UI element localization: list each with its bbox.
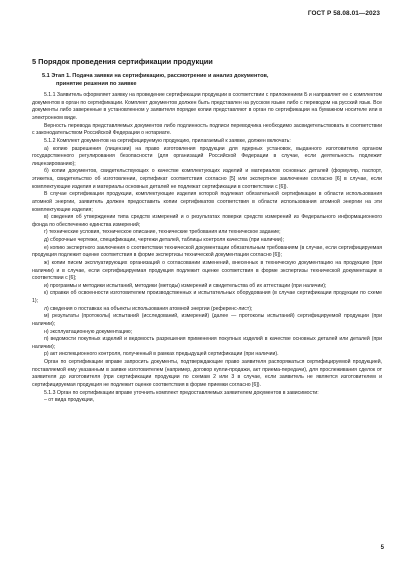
list-item: д) сборочные чертежи, спецификации, чертежи деталей, таблицы контроля качества (при наличии); <box>44 237 284 244</box>
list-item: ж) копии писем эксплуатирующих организаций о согласовании изменений, внесенных в техническую документацию на продукцию (при наличии) и в случае, если сертифицируемая продукция подлежит оценке соответствия в форме экспертизы технической документации в соответствии с [6]; <box>32 259 382 282</box>
section-title: 5 Порядок проведения сертификации продукции <box>32 57 213 66</box>
list-item: – от вида продукции, <box>44 397 95 404</box>
stage-title-line-2: принятие решения по заявке <box>56 80 137 87</box>
list-item: в) сведения об утверждении типа средств измерений и о результатах поверки средств измерений из Федерального информационного фонда по обеспечению единства измерений; <box>32 214 382 228</box>
stage-title <box>32 73 382 88</box>
list-item: а) копию разрешения (лицензии) на право изготовления продукции для ядерных установок, выданного изготовителю органом государственного регулирования безопасности (для организаций Российской Федерации в случае, если деятельность подлежит лицензированию); <box>32 145 382 167</box>
stage-title-line-1: 5.1 Этап 1. Подача заявки на сертификацию, рассмотрение и анализ документов, <box>42 73 269 79</box>
paragraph: 5.1.2 Комплект документов на сертифицируемую продукцию, прилагаемый к заявке, должен включать: <box>44 137 291 144</box>
list-item: р) акт инспекционного контроля, полученный в рамках предыдущей сертификации (при наличии). <box>44 351 279 358</box>
document-body <box>32 57 382 405</box>
paragraph: Орган по сертификации вправе запросить документы, подтверждающие право заявителя распоряжаться сертифицируемой продукцией, поставляемой ему указанным в заявке изготовителем (например, договор купли-продажи, акт приема-передачи), для прослеживания сделок от заявителя до изготовителя (при сертификации продукции по схемам 2 или 3 в случае, если заявитель не является изготовителем и сертифицируемая продукция не подлежит оценке соответствия в форме приемки согласно [6]). <box>32 359 382 388</box>
list-item: г) технические условия, техническое описание, технические требования или техническое задание; <box>44 229 281 236</box>
standard-id: ГОСТ Р 58.08.01—2023 <box>307 10 380 17</box>
paragraph: В случае сертификации продукции, комплектующие изделия которой подлежат обязательной сертификации в области использования атомной энергии, заявитель должен предоставить копии сертификатов соответствия в области использования атомной энергии на эти комплектующие изделия; <box>32 191 382 213</box>
list-item: п) ведомости покупных изделий и ведомость разрешения применения покупных изделий в качестве основных деталей или деталей (при наличии); <box>32 336 382 350</box>
paragraph: Верность перевода представляемых документов либо подлинность подписи переводчика необходимо засвидетельствовать в соответствии с законодательством Российской Федерации о нотариате. <box>32 122 382 137</box>
list-item: н) эксплуатационную документацию; <box>44 328 133 335</box>
list-item: л) сведения о поставках на объекты использования атомной энергии (референс-лист); <box>44 305 253 312</box>
page-number: 5 <box>380 545 384 551</box>
list-item: к) справки об освоенности изготовителем производственных и испытательных оборудования (в случае сертификации продукции по схеме 1); <box>32 290 382 305</box>
list-item: м) результаты (протоколы) испытаний (исследований, измерений) (далее — протоколы испытаний) сертифицируемой продукции (при наличии); <box>32 313 382 327</box>
list-item: б) копии документов, свидетельствующих о качестве комплектующих изделий и материалов основных деталей (формуляр, паспорт, этикетка, свидетельство об изготовлении, сертификат соответствия согласно [5] или экспертное заключение согласно [6] в случае, если комплектующие изделия и материалы основных деталей не подлежат сертификации в соответствии с [6]). <box>32 168 382 190</box>
paragraph: 5.1.1 Заявитель оформляет заявку на проведение сертификации продукции в соответствии с приложением Б и направляет ее с комплектом документов в орган по сертификации. Комплект документов должен быть представлен на русском языке либо с переводом на русский язык. Все документы либо заверенные в установленном у заявителя порядке копии представляют в орган по сертификации на бумажном носителе или в электронном виде. <box>32 92 382 122</box>
list-item: е) копию экспертного заключения о соответствии технической документации обязательным требованиям (в случае, если сертифицируемая продукция подлежит оценке соответствия в форме экспертизы технической документации согласно [6]); <box>32 244 382 259</box>
paragraph: 5.1.3 Орган по сертификации вправе уточнить комплект предоставляемых заявителем документов в зависимости: <box>44 389 319 396</box>
list-item: и) программы и методики испытаний, методики (методы) измерений и свидетельства об их аттестации (при наличии); <box>44 282 327 289</box>
